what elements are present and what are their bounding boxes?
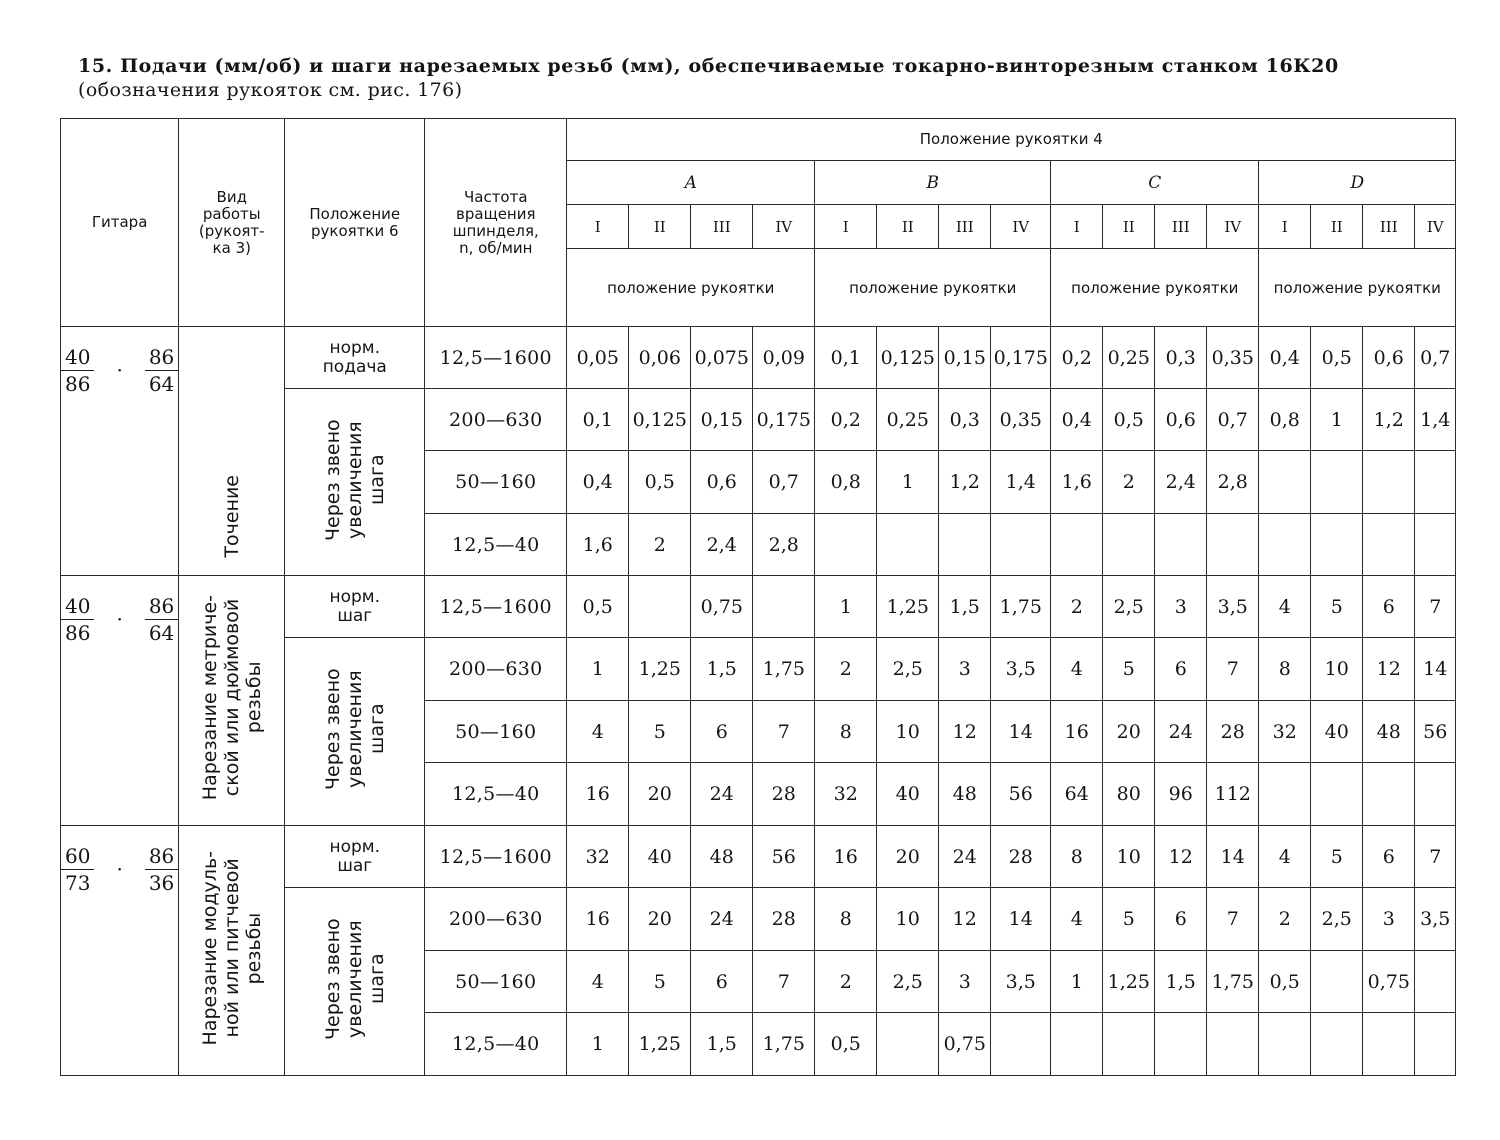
feed-value-cell: 2 (815, 951, 877, 1013)
feed-value-cell (1363, 763, 1415, 826)
gear-ratio-1 (61, 594, 94, 645)
feed-value-cell: 7 (1415, 826, 1456, 888)
feed-value-cell: 1,6 (1051, 451, 1103, 514)
feed-value-cell: 2 (1259, 888, 1311, 951)
feed-value-cell: 0,075 (691, 327, 753, 389)
feed-value-cell: 12 (1155, 826, 1207, 888)
roman-header-a-3: III (691, 205, 753, 249)
ratio-denominator: 64 (148, 372, 175, 396)
feed-value-cell (939, 514, 991, 576)
feed-value-cell (629, 576, 691, 638)
feed-value-cell: 1,4 (991, 451, 1051, 514)
spindle-speed-value: 50—160 (425, 701, 567, 763)
feed-value-cell (1415, 951, 1456, 1013)
feed-value-cell (1259, 514, 1311, 576)
feed-value-cell: 8 (815, 701, 877, 763)
feed-value-cell: 7 (1207, 888, 1259, 951)
feed-value-cell: 10 (877, 701, 939, 763)
feed-value-cell: 2,4 (691, 514, 753, 576)
feed-value-cell: 0,05 (567, 327, 629, 389)
feed-value-cell: 5 (629, 951, 691, 1013)
feed-value-cell: 7 (753, 951, 815, 1013)
feed-value-cell: 1,25 (629, 638, 691, 701)
spindle-speed-value: 200—630 (425, 888, 567, 951)
sub-header-c: положение рукоятки (1051, 249, 1259, 327)
feed-value-cell: 2 (629, 514, 691, 576)
feed-value-cell: 0,75 (691, 576, 753, 638)
gear-ratio-1 (61, 844, 94, 895)
roman-header-c-1: I (1051, 205, 1103, 249)
feed-value-cell (1311, 514, 1363, 576)
feed-value-cell (1259, 763, 1311, 826)
feed-value-cell: 24 (691, 763, 753, 826)
work-type-label: Нарезание метриче- ской или дюймовой резьбы (198, 595, 265, 801)
feed-value-cell (1259, 451, 1311, 514)
pitch-increase-text: Через звено увеличения шага (321, 418, 388, 541)
feed-value-cell: 20 (629, 763, 691, 826)
feed-value-cell: 1,5 (691, 638, 753, 701)
feed-value-cell: 2 (1103, 451, 1155, 514)
feed-value-cell: 5 (1311, 826, 1363, 888)
work-type (179, 826, 285, 1076)
feed-value-cell: 0,1 (815, 327, 877, 389)
feed-value-cell (1207, 514, 1259, 576)
feed-value-cell (1155, 1013, 1207, 1076)
feed-value-cell: 0,4 (567, 451, 629, 514)
norm-label: норм. шаг (285, 576, 425, 638)
feed-value-cell: 80 (1103, 763, 1155, 826)
pitch-increase-label (285, 888, 425, 1076)
feed-value-cell (1103, 514, 1155, 576)
feed-value-cell: 20 (629, 888, 691, 951)
feed-value-cell: 28 (991, 826, 1051, 888)
feed-value-cell: 8 (815, 888, 877, 951)
roman-header-c-3: III (1155, 205, 1207, 249)
roman-header-d-4: IV (1415, 205, 1456, 249)
feed-value-cell: 0,6 (1155, 389, 1207, 451)
feed-value-cell: 6 (691, 701, 753, 763)
feed-value-cell: 0,2 (1051, 327, 1103, 389)
feed-value-cell: 16 (815, 826, 877, 888)
feed-value-cell (1051, 1013, 1103, 1076)
feed-value-cell: 0,125 (629, 389, 691, 451)
feed-value-cell: 12 (939, 888, 991, 951)
feed-value-cell: 112 (1207, 763, 1259, 826)
feed-value-cell: 56 (1415, 701, 1456, 763)
feed-value-cell: 1,5 (1155, 951, 1207, 1013)
feed-value-cell: 0,5 (1259, 951, 1311, 1013)
feed-value-cell (1311, 763, 1363, 826)
feed-value-cell: 1 (1051, 951, 1103, 1013)
feed-value-cell: 4 (1259, 576, 1311, 638)
sub-header-b: положение рукоятки (815, 249, 1051, 327)
feed-value-cell (1363, 451, 1415, 514)
ratio-denominator: 86 (65, 372, 91, 396)
roman-header-d-2: II (1311, 205, 1363, 249)
feed-value-cell (991, 514, 1051, 576)
feed-value-cell: 0,5 (567, 576, 629, 638)
feed-value-cell: 1 (567, 1013, 629, 1076)
feed-value-cell: 0,15 (691, 389, 753, 451)
roman-header-b-2: II (877, 205, 939, 249)
feed-value-cell: 1,2 (939, 451, 991, 514)
feed-value-cell: 0,125 (877, 327, 939, 389)
feed-value-cell: 12 (1363, 638, 1415, 701)
feed-value-cell: 0,8 (1259, 389, 1311, 451)
table-caption (78, 54, 1339, 102)
feed-value-cell: 2 (815, 638, 877, 701)
feed-value-cell: 40 (877, 763, 939, 826)
ratio-numerator: 86 (145, 844, 178, 870)
spindle-speed-value: 12,5—1600 (425, 826, 567, 888)
spindle-speed-value: 12,5—1600 (425, 327, 567, 389)
feed-value-cell: 0,35 (1207, 327, 1259, 389)
feed-value-cell: 0,5 (1103, 389, 1155, 451)
feed-value-cell: 48 (691, 826, 753, 888)
feed-value-cell: 0,6 (691, 451, 753, 514)
feed-value-cell: 96 (1155, 763, 1207, 826)
feed-value-cell: 3,5 (1415, 888, 1456, 951)
feed-value-cell: 2,8 (753, 514, 815, 576)
feed-value-cell: 56 (991, 763, 1051, 826)
feed-value-cell: 2,5 (877, 638, 939, 701)
feed-value-cell: 12 (939, 701, 991, 763)
feed-value-cell (991, 1013, 1051, 1076)
feed-value-cell: 7 (753, 701, 815, 763)
feed-value-cell: 0,3 (1155, 327, 1207, 389)
spindle-speed-value: 12,5—40 (425, 514, 567, 576)
feed-value-cell: 5 (629, 701, 691, 763)
feed-value-cell: 0,25 (877, 389, 939, 451)
feed-value-cell: 2,5 (1103, 576, 1155, 638)
feed-value-cell: 2,5 (877, 951, 939, 1013)
feed-value-cell: 0,75 (1363, 951, 1415, 1013)
feed-value-cell: 5 (1103, 888, 1155, 951)
multiply-dot: · (116, 606, 123, 631)
feed-value-cell: 0,7 (1415, 327, 1456, 389)
feed-value-cell: 10 (1103, 826, 1155, 888)
feed-value-cell: 1 (815, 576, 877, 638)
ratio-denominator: 86 (65, 621, 91, 645)
feed-value-cell: 3 (1363, 888, 1415, 951)
feed-value-cell: 0,5 (629, 451, 691, 514)
feed-value-cell: 56 (753, 826, 815, 888)
feed-value-cell (1363, 514, 1415, 576)
feed-value-cell: 4 (1051, 888, 1103, 951)
spindle-speed-value: 50—160 (425, 451, 567, 514)
ratio-denominator: 64 (148, 621, 175, 645)
feed-value-cell: 28 (753, 888, 815, 951)
ratio-numerator: 86 (145, 345, 178, 371)
feed-value-cell: 1,25 (629, 1013, 691, 1076)
gitara-ratio (61, 327, 179, 576)
roman-header-b-1: I (815, 205, 877, 249)
feed-value-cell (1207, 1013, 1259, 1076)
feed-value-cell: 48 (939, 763, 991, 826)
spindle-speed-value: 12,5—40 (425, 763, 567, 826)
feed-value-cell: 4 (1051, 638, 1103, 701)
caption-line-1: 15. Подачи (мм/об) и шаги нарезаемых резьб (мм), обеспечиваемые токарно-винторезным станком 16К20 (78, 55, 1339, 77)
feed-value-cell (1415, 514, 1456, 576)
roman-header-d-3: III (1363, 205, 1415, 249)
feed-value-cell: 0,09 (753, 327, 815, 389)
pitch-increase-label (285, 389, 425, 576)
gear-ratio-2 (145, 594, 178, 645)
ratio-numerator: 40 (61, 594, 94, 620)
multiply-dot: · (116, 357, 123, 382)
feed-value-cell: 1 (877, 451, 939, 514)
group-header-d: D (1259, 161, 1456, 205)
feed-value-cell: 3 (1155, 576, 1207, 638)
feed-value-cell: 0,8 (815, 451, 877, 514)
feed-value-cell: 0,75 (939, 1013, 991, 1076)
work-type-label: Точение (220, 475, 243, 558)
gear-ratio-2 (145, 345, 178, 396)
roman-header-a-1: I (567, 205, 629, 249)
feed-value-cell (1259, 1013, 1311, 1076)
feed-value-cell: 0,3 (939, 389, 991, 451)
header-handle-6: Положение рукоятки 6 (285, 119, 425, 327)
feed-value-cell: 7 (1415, 576, 1456, 638)
ratio-denominator: 73 (65, 871, 91, 895)
feed-value-cell: 24 (939, 826, 991, 888)
group-header-b: B (815, 161, 1051, 205)
feed-value-cell: 2 (1051, 576, 1103, 638)
feed-value-cell (1415, 451, 1456, 514)
feed-value-cell: 10 (877, 888, 939, 951)
roman-header-a-4: IV (753, 205, 815, 249)
feed-value-cell: 1,25 (1103, 951, 1155, 1013)
table-row (61, 826, 1456, 888)
feed-value-cell (877, 1013, 939, 1076)
feed-value-cell: 4 (567, 701, 629, 763)
sub-header-a: положение рукоятки (567, 249, 815, 327)
feed-value-cell: 6 (1155, 888, 1207, 951)
feed-value-cell (1311, 451, 1363, 514)
ratio-numerator: 60 (61, 844, 94, 870)
feed-value-cell (877, 514, 939, 576)
feed-value-cell: 20 (877, 826, 939, 888)
feed-value-cell (1155, 514, 1207, 576)
header-handle-4: Положение рукоятки 4 (567, 119, 1456, 161)
feed-value-cell: 1,4 (1415, 389, 1456, 451)
feed-value-cell: 0,7 (753, 451, 815, 514)
group-header-a: A (567, 161, 815, 205)
norm-label: норм. подача (285, 327, 425, 389)
feed-value-cell: 16 (1051, 701, 1103, 763)
feed-value-cell: 5 (1103, 638, 1155, 701)
feed-value-cell: 1,75 (1207, 951, 1259, 1013)
gitara-ratio (61, 826, 179, 1076)
feed-value-cell: 6 (1155, 638, 1207, 701)
feed-value-cell: 6 (1363, 576, 1415, 638)
feed-value-cell: 40 (1311, 701, 1363, 763)
feed-value-cell: 1,75 (753, 638, 815, 701)
pitch-increase-label (285, 638, 425, 826)
feed-value-cell: 1,75 (753, 1013, 815, 1076)
feed-value-cell: 0,25 (1103, 327, 1155, 389)
feed-value-cell: 0,4 (1051, 389, 1103, 451)
feed-value-cell: 48 (1363, 701, 1415, 763)
feed-value-cell: 1 (1311, 389, 1363, 451)
feed-value-cell (1415, 763, 1456, 826)
roman-header-a-2: II (629, 205, 691, 249)
work-type (179, 576, 285, 826)
table-row (61, 327, 1456, 389)
spindle-speed-value: 50—160 (425, 951, 567, 1013)
feed-value-cell: 0,175 (753, 389, 815, 451)
feed-value-cell: 1,75 (991, 576, 1051, 638)
feed-value-cell: 0,4 (1259, 327, 1311, 389)
gear-ratio-2 (145, 844, 178, 895)
gear-ratio-1 (61, 345, 94, 396)
feed-value-cell (815, 514, 877, 576)
roman-header-d-1: I (1259, 205, 1311, 249)
feed-value-cell: 5 (1311, 576, 1363, 638)
feed-value-cell: 8 (1259, 638, 1311, 701)
feed-value-cell: 3,5 (991, 638, 1051, 701)
feed-value-cell: 8 (1051, 826, 1103, 888)
feed-value-cell: 0,2 (815, 389, 877, 451)
feed-value-cell: 20 (1103, 701, 1155, 763)
feed-value-cell (1051, 514, 1103, 576)
feed-value-cell: 2,8 (1207, 451, 1259, 514)
feed-value-cell: 7 (1207, 638, 1259, 701)
feeds-table (60, 118, 1456, 1076)
feed-value-cell: 1,2 (1363, 389, 1415, 451)
feed-value-cell: 0,6 (1363, 327, 1415, 389)
roman-header-b-3: III (939, 205, 991, 249)
feed-value-cell: 10 (1311, 638, 1363, 701)
feed-value-cell: 0,1 (567, 389, 629, 451)
feed-value-cell (1311, 951, 1363, 1013)
feed-value-cell: 28 (753, 763, 815, 826)
feed-value-cell (1311, 1013, 1363, 1076)
multiply-dot: · (116, 856, 123, 881)
feed-value-cell: 0,175 (991, 327, 1051, 389)
header-spindle-speed: Частота вращения шпинделя, n, об/мин (425, 119, 567, 327)
caption-line-2: (обозначения рукояток см. рис. 176) (78, 79, 463, 101)
feed-value-cell: 14 (991, 701, 1051, 763)
feed-value-cell: 24 (1155, 701, 1207, 763)
feed-value-cell: 0,15 (939, 327, 991, 389)
feed-value-cell: 3,5 (1207, 576, 1259, 638)
roman-header-c-4: IV (1207, 205, 1259, 249)
feed-value-cell: 28 (1207, 701, 1259, 763)
feed-value-cell: 14 (991, 888, 1051, 951)
ratio-numerator: 86 (145, 594, 178, 620)
group-header-c: C (1051, 161, 1259, 205)
feed-value-cell: 32 (815, 763, 877, 826)
feed-value-cell: 14 (1207, 826, 1259, 888)
feed-value-cell: 40 (629, 826, 691, 888)
feed-value-cell (1415, 1013, 1456, 1076)
feed-value-cell (1103, 1013, 1155, 1076)
roman-header-b-4: IV (991, 205, 1051, 249)
spindle-speed-value: 12,5—1600 (425, 576, 567, 638)
feed-value-cell: 1,25 (877, 576, 939, 638)
norm-label: норм. шаг (285, 826, 425, 888)
sub-header-d: положение рукоятки (1259, 249, 1456, 327)
feed-value-cell: 1,5 (691, 1013, 753, 1076)
feed-value-cell: 1,5 (939, 576, 991, 638)
spindle-speed-value: 200—630 (425, 638, 567, 701)
feed-value-cell: 3 (939, 951, 991, 1013)
feed-value-cell: 4 (567, 951, 629, 1013)
feed-value-cell: 1 (567, 638, 629, 701)
feed-value-cell: 4 (1259, 826, 1311, 888)
feed-value-cell: 0,5 (1311, 327, 1363, 389)
ratio-denominator: 36 (148, 871, 175, 895)
feed-value-cell (1363, 1013, 1415, 1076)
spindle-speed-value: 200—630 (425, 389, 567, 451)
gitara-ratio (61, 576, 179, 826)
feed-value-cell: 0,35 (991, 389, 1051, 451)
feed-value-cell: 1,6 (567, 514, 629, 576)
feed-value-cell: 64 (1051, 763, 1103, 826)
pitch-increase-text: Через звено увеличения шага (321, 918, 388, 1040)
work-type-label: Нарезание модуль- ной или питчевой резьбы (198, 850, 265, 1046)
feed-value-cell: 32 (1259, 701, 1311, 763)
feed-value-cell: 24 (691, 888, 753, 951)
header-work-type: Вид работы (рукоят- ка 3) (179, 119, 285, 327)
spindle-speed-value: 12,5—40 (425, 1013, 567, 1076)
work-type (179, 327, 285, 576)
feed-value-cell: 32 (567, 826, 629, 888)
feed-value-cell: 0,5 (815, 1013, 877, 1076)
feed-value-cell: 3 (939, 638, 991, 701)
feed-value-cell: 6 (1363, 826, 1415, 888)
feed-value-cell: 2,5 (1311, 888, 1363, 951)
ratio-numerator: 40 (61, 345, 94, 371)
feed-value-cell: 0,06 (629, 327, 691, 389)
feed-value-cell: 0,7 (1207, 389, 1259, 451)
feed-value-cell: 16 (567, 888, 629, 951)
feed-value-cell: 3,5 (991, 951, 1051, 1013)
roman-header-c-2: II (1103, 205, 1155, 249)
header-gitara: Гитара (61, 119, 179, 327)
feed-value-cell: 14 (1415, 638, 1456, 701)
feed-value-cell (753, 576, 815, 638)
pitch-increase-text: Через звено увеличения шага (321, 668, 388, 790)
feed-value-cell: 2,4 (1155, 451, 1207, 514)
feed-value-cell: 16 (567, 763, 629, 826)
table-row (61, 576, 1456, 638)
feed-value-cell: 6 (691, 951, 753, 1013)
